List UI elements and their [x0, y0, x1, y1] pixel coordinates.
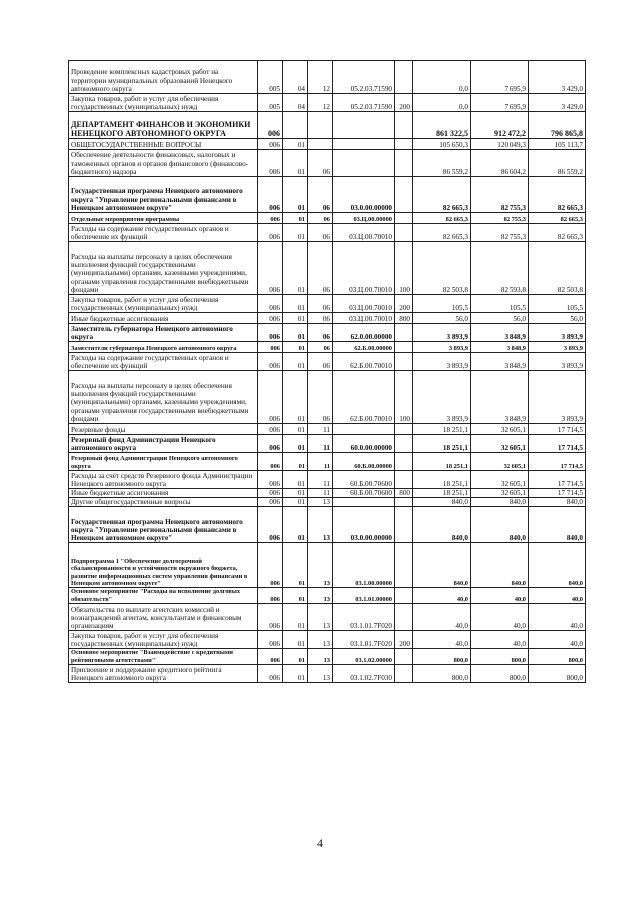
subsection-code: 11 [308, 489, 333, 498]
target-article-code: 03.0.00.00000 [333, 177, 395, 213]
subsection-code: 11 [308, 424, 333, 435]
row-name: Заместитель губернатора Ненецкого автономного округа [69, 324, 258, 342]
amount-year-3: 82 665,3 [529, 177, 586, 213]
expense-type-code [395, 543, 413, 588]
amount-year-2: 7 695,9 [471, 61, 529, 94]
section-code: 01 [283, 498, 308, 507]
amount-year-1: 82 503,8 [413, 242, 471, 295]
amount-year-1: 18 251,1 [413, 471, 471, 489]
subsection-code: 13 [308, 604, 333, 631]
amount-year-2: 56,0 [471, 313, 529, 324]
target-article-code [333, 150, 395, 177]
subsection-code [308, 112, 333, 139]
amount-year-1: 82 665,3 [413, 213, 471, 224]
table-row [69, 242, 586, 295]
row-name: Заместители губернатора Ненецкого автономного округа [69, 342, 258, 353]
target-article-code: 60.0.00.00000 [333, 435, 395, 453]
amount-year-3: 800,0 [529, 649, 586, 665]
glava-code: 006 [258, 665, 283, 683]
amount-year-2: 86 604,2 [471, 150, 529, 177]
subsection-code: 11 [308, 471, 333, 489]
expense-type-code [395, 139, 413, 150]
glava-code: 006 [258, 213, 283, 224]
row-name: Государственная программа Ненецкого автономного округа "Управление региональными финансами в Ненецком автономном округе" [69, 507, 258, 543]
subsection-code: 06 [308, 213, 333, 224]
section-code: 04 [283, 61, 308, 94]
subsection-code: 12 [308, 61, 333, 94]
amount-year-3: 3 429,0 [529, 61, 586, 94]
section-code: 01 [283, 424, 308, 435]
glava-code: 005 [258, 94, 283, 112]
amount-year-1: 0,0 [413, 61, 471, 94]
glava-code: 006 [258, 498, 283, 507]
amount-year-3: 17 714,5 [529, 453, 586, 471]
glava-code: 006 [258, 543, 283, 588]
row-name: Обеспечение деятельности финансовых, налоговых и таможенных органов и органов финансового (финансово-бюджетного) надзора [69, 150, 258, 177]
subsection-code: 06 [308, 353, 333, 371]
table-row [69, 324, 586, 342]
table-row [69, 371, 586, 424]
amount-year-3: 840,0 [529, 498, 586, 507]
expense-type-code: 800 [395, 489, 413, 498]
target-article-code: 03.1.02.7F030 [333, 665, 395, 683]
glava-code: 006 [258, 150, 283, 177]
target-article-code: 60.Б.00.00000 [333, 453, 395, 471]
table-row [69, 604, 586, 631]
amount-year-3: 17 714,5 [529, 489, 586, 498]
amount-year-3: 82 503,8 [529, 242, 586, 295]
amount-year-3: 56,0 [529, 313, 586, 324]
subsection-code: 06 [308, 224, 333, 242]
row-name: Расходы на выплаты персоналу в целях обеспечения выполнения функций государственными (муниципальными) органами, казенными учреждениями, органами управления государственными внебюджетными фондами [69, 371, 258, 424]
amount-year-3: 40,0 [529, 604, 586, 631]
target-article-code: 03.1.01.00000 [333, 588, 395, 604]
amount-year-2: 3 848,9 [471, 353, 529, 371]
target-article-code: 03.Ц.00.70010 [333, 295, 395, 313]
amount-year-1: 40,0 [413, 631, 471, 649]
table-row [69, 489, 586, 498]
section-code: 01 [283, 507, 308, 543]
row-name: Присвоение и поддержание кредитного рейтинга Ненецкого автономного округа [69, 665, 258, 683]
table-row [69, 213, 586, 224]
subsection-code: 13 [308, 631, 333, 649]
target-article-code: 62.0.00.00000 [333, 324, 395, 342]
row-name: Проведение комплексных кадастровых работ на территории муниципальных образований Ненецкого автономного округа [69, 61, 258, 94]
subsection-code: 06 [308, 242, 333, 295]
amount-year-2: 7 695,9 [471, 94, 529, 112]
amount-year-2: 840,0 [471, 507, 529, 543]
glava-code: 005 [258, 61, 283, 94]
amount-year-3: 82 665,3 [529, 213, 586, 224]
target-article-code: 03.1.00.00000 [333, 543, 395, 588]
amount-year-3: 3 893,9 [529, 371, 586, 424]
amount-year-2: 40,0 [471, 631, 529, 649]
glava-code: 006 [258, 471, 283, 489]
target-article-code: 05.2.03.71590 [333, 94, 395, 112]
subsection-code: 13 [308, 649, 333, 665]
amount-year-1: 840,0 [413, 543, 471, 588]
target-article-code: 05.2.03.71590 [333, 61, 395, 94]
expense-type-code [395, 353, 413, 371]
expense-type-code [395, 150, 413, 177]
subsection-code [308, 139, 333, 150]
amount-year-3: 17 714,5 [529, 435, 586, 453]
table-row [69, 588, 586, 604]
target-article-code: 60.Б.00.70600 [333, 489, 395, 498]
amount-year-2: 840,0 [471, 498, 529, 507]
target-article-code: 03.Ц.00.70010 [333, 242, 395, 295]
row-name: Расходы за счёт средств Резервного фонда Администрации Ненецкого автономного округа [69, 471, 258, 489]
expense-type-code: 200 [395, 94, 413, 112]
amount-year-2: 105,5 [471, 295, 529, 313]
expense-type-code [395, 324, 413, 342]
table-row [69, 61, 586, 94]
amount-year-2: 32 605,1 [471, 435, 529, 453]
glava-code: 006 [258, 295, 283, 313]
page-number: 4 [317, 836, 323, 850]
glava-code: 006 [258, 342, 283, 353]
table-row [69, 424, 586, 435]
amount-year-2: 32 605,1 [471, 424, 529, 435]
amount-year-1: 3 893,9 [413, 353, 471, 371]
amount-year-2: 32 605,1 [471, 471, 529, 489]
amount-year-1: 800,0 [413, 665, 471, 683]
amount-year-3: 840,0 [529, 507, 586, 543]
table-row [69, 139, 586, 150]
amount-year-2: 3 848,9 [471, 342, 529, 353]
amount-year-1: 86 559,2 [413, 150, 471, 177]
glava-code: 006 [258, 631, 283, 649]
amount-year-1: 82 665,3 [413, 224, 471, 242]
section-code: 01 [283, 489, 308, 498]
subsection-code: 13 [308, 665, 333, 683]
section-code: 01 [283, 150, 308, 177]
section-code: 01 [283, 604, 308, 631]
glava-code: 006 [258, 353, 283, 371]
expense-type-code [395, 224, 413, 242]
amount-year-3: 17 714,5 [529, 471, 586, 489]
subsection-code: 13 [308, 507, 333, 543]
row-name: Расходы на выплаты персоналу в целях обеспечения выполнения функций государственными (муниципальными) органами, казенными учреждениями, органами управления государственными внебюджетными фондами [69, 242, 258, 295]
amount-year-1: 56,0 [413, 313, 471, 324]
budget-table [68, 60, 586, 683]
subsection-code: 11 [308, 453, 333, 471]
table-row [69, 94, 586, 112]
expense-type-code [395, 177, 413, 213]
table-row [69, 224, 586, 242]
amount-year-1: 105 650,3 [413, 139, 471, 150]
amount-year-1: 40,0 [413, 604, 471, 631]
expense-type-code [395, 588, 413, 604]
section-code: 01 [283, 342, 308, 353]
glava-code: 006 [258, 324, 283, 342]
section-code: 01 [283, 313, 308, 324]
target-article-code [333, 139, 395, 150]
glava-code: 006 [258, 177, 283, 213]
amount-year-1: 861 322,5 [413, 112, 471, 139]
subsection-code: 06 [308, 342, 333, 353]
glava-code: 006 [258, 371, 283, 424]
section-code: 01 [283, 665, 308, 683]
section-code: 04 [283, 94, 308, 112]
amount-year-3: 3 893,9 [529, 324, 586, 342]
target-article-code: 03.Ц.00.70010 [333, 313, 395, 324]
amount-year-2: 120 049,3 [471, 139, 529, 150]
section-code: 01 [283, 224, 308, 242]
row-name: Иные бюджетные ассигнования [69, 313, 258, 324]
amount-year-1: 82 665,3 [413, 177, 471, 213]
section-code: 01 [283, 371, 308, 424]
target-article-code: 03.1.01.7F020 [333, 604, 395, 631]
row-name: Другие общегосударственные вопросы [69, 498, 258, 507]
glava-code: 006 [258, 424, 283, 435]
table-row [69, 453, 586, 471]
section-code: 01 [283, 631, 308, 649]
section-code: 01 [283, 242, 308, 295]
table-row [69, 498, 586, 507]
table-row [69, 112, 586, 139]
expense-type-code [395, 424, 413, 435]
row-name: Расходы на содержание государственных органов и обеспечение их функций [69, 224, 258, 242]
subsection-code: 13 [308, 498, 333, 507]
amount-year-3: 840,0 [529, 543, 586, 588]
glava-code: 006 [258, 588, 283, 604]
section-code: 01 [283, 295, 308, 313]
expense-type-code [395, 471, 413, 489]
target-article-code: 03.Ц.00.00000 [333, 213, 395, 224]
section-code: 01 [283, 435, 308, 453]
section-code: 01 [283, 543, 308, 588]
table-row [69, 353, 586, 371]
glava-code: 006 [258, 435, 283, 453]
table-row [69, 313, 586, 324]
expense-type-code: 200 [395, 631, 413, 649]
glava-code: 006 [258, 489, 283, 498]
amount-year-1: 3 893,9 [413, 342, 471, 353]
glava-code: 006 [258, 453, 283, 471]
glava-code: 006 [258, 649, 283, 665]
row-name: Расходы на содержание государственных органов и обеспечение их функций [69, 353, 258, 371]
subsection-code: 06 [308, 295, 333, 313]
amount-year-2: 3 848,9 [471, 324, 529, 342]
amount-year-1: 840,0 [413, 498, 471, 507]
section-code: 01 [283, 453, 308, 471]
row-name: Резервный фонд Администрации Ненецкого автономного округа [69, 435, 258, 453]
amount-year-3: 105 113,7 [529, 139, 586, 150]
row-name: Резервные фонды [69, 424, 258, 435]
target-article-code: 03.1.01.7F020 [333, 631, 395, 649]
row-name: Государственная программа Ненецкого автономного округа "Управление региональными финансами в Ненецком автономном округе" [69, 177, 258, 213]
table-row [69, 665, 586, 683]
table-row [69, 295, 586, 313]
amount-year-1: 105,5 [413, 295, 471, 313]
amount-year-2: 82 755,3 [471, 224, 529, 242]
target-article-code: 03.Ц.00.70010 [333, 224, 395, 242]
amount-year-2: 800,0 [471, 649, 529, 665]
section-code: 01 [283, 139, 308, 150]
glava-code: 006 [258, 604, 283, 631]
subsection-code: 06 [308, 324, 333, 342]
section-code [283, 112, 308, 139]
glava-code: 006 [258, 313, 283, 324]
section-code: 01 [283, 324, 308, 342]
target-article-code: 62.Б.00.70010 [333, 371, 395, 424]
amount-year-1: 3 893,9 [413, 371, 471, 424]
table-row [69, 507, 586, 543]
amount-year-3: 3 893,9 [529, 353, 586, 371]
amount-year-2: 800,0 [471, 665, 529, 683]
amount-year-3: 82 665,3 [529, 224, 586, 242]
subsection-code: 11 [308, 435, 333, 453]
table-row [69, 649, 586, 665]
target-article-code: 62.Б.00.00000 [333, 342, 395, 353]
table-row [69, 342, 586, 353]
expense-type-code [395, 61, 413, 94]
amount-year-2: 82 755,3 [471, 177, 529, 213]
target-article-code [333, 112, 395, 139]
expense-type-code [395, 453, 413, 471]
target-article-code: 03.1.02.00000 [333, 649, 395, 665]
amount-year-3: 3 429,0 [529, 94, 586, 112]
amount-year-3: 796 865,8 [529, 112, 586, 139]
section-code: 01 [283, 213, 308, 224]
target-article-code [333, 424, 395, 435]
amount-year-3: 105,5 [529, 295, 586, 313]
amount-year-1: 840,0 [413, 507, 471, 543]
amount-year-2: 40,0 [471, 604, 529, 631]
amount-year-2: 840,0 [471, 543, 529, 588]
row-name: Основное мероприятие "Взаимодействие с кредитными рейтинговыми агентствами" [69, 649, 258, 665]
row-name: Закупка товаров, работ и услуг для обеспечения государственных (муниципальных) нужд [69, 631, 258, 649]
expense-type-code [395, 604, 413, 631]
table-row [69, 177, 586, 213]
row-name: Обязательства по выплате агентских комиссий и вознаграждений агентам, консультантам и финансовым организациям [69, 604, 258, 631]
target-article-code: 03.0.00.00000 [333, 507, 395, 543]
subsection-code: 13 [308, 543, 333, 588]
amount-year-3: 40,0 [529, 631, 586, 649]
expense-type-code [395, 498, 413, 507]
amount-year-3: 17 714,5 [529, 424, 586, 435]
amount-year-2: 32 605,1 [471, 453, 529, 471]
expense-type-code: 200 [395, 295, 413, 313]
expense-type-code [395, 435, 413, 453]
amount-year-1: 18 251,1 [413, 489, 471, 498]
target-article-code: 60.Б.00.70600 [333, 471, 395, 489]
amount-year-1: 18 251,1 [413, 435, 471, 453]
amount-year-1: 40,0 [413, 588, 471, 604]
section-code: 01 [283, 588, 308, 604]
table-row [69, 150, 586, 177]
amount-year-3: 800,0 [529, 665, 586, 683]
target-article-code [333, 498, 395, 507]
section-code: 01 [283, 353, 308, 371]
row-name: ДЕПАРТАМЕНТ ФИНАНСОВ И ЭКОНОМИКИ НЕНЕЦКОГО АВТОНОМНОГО ОКРУГА [69, 112, 258, 139]
glava-code: 006 [258, 139, 283, 150]
amount-year-2: 40,0 [471, 588, 529, 604]
glava-code: 006 [258, 112, 283, 139]
row-name: ОБЩЕГОСУДАРСТВЕННЫЕ ВОПРОСЫ [69, 139, 258, 150]
expense-type-code: 800 [395, 313, 413, 324]
amount-year-3: 3 893,9 [529, 342, 586, 353]
target-article-code: 62.Б.00.70010 [333, 353, 395, 371]
amount-year-1: 800,0 [413, 649, 471, 665]
subsection-code: 06 [308, 177, 333, 213]
amount-year-3: 40,0 [529, 588, 586, 604]
amount-year-2: 912 472,2 [471, 112, 529, 139]
section-code: 01 [283, 177, 308, 213]
expense-type-code: 100 [395, 371, 413, 424]
glava-code: 006 [258, 224, 283, 242]
subsection-code: 13 [308, 588, 333, 604]
amount-year-1: 3 893,9 [413, 324, 471, 342]
section-code: 01 [283, 471, 308, 489]
table-row [69, 435, 586, 453]
subsection-code: 06 [308, 150, 333, 177]
amount-year-1: 18 251,1 [413, 453, 471, 471]
table-row [69, 543, 586, 588]
row-name: Иные бюджетные ассигнования [69, 489, 258, 498]
expense-type-code: 100 [395, 242, 413, 295]
expense-type-code [395, 342, 413, 353]
subsection-code: 06 [308, 313, 333, 324]
amount-year-2: 32 605,1 [471, 489, 529, 498]
amount-year-1: 0,0 [413, 94, 471, 112]
expense-type-code [395, 112, 413, 139]
row-name: Подпрограмма 1 "Обеспечение долгосрочной сбалансированности и устойчивости окружного бюджета, развитие информационных систем управления финансами в Ненецком автономном округе" [69, 543, 258, 588]
row-name: Закупка товаров, работ и услуг для обеспечения государственных (муниципальных) нужд [69, 94, 258, 112]
amount-year-3: 86 559,2 [529, 150, 586, 177]
row-name: Закупка товаров, работ и услуг для обеспечения государственных (муниципальных) нужд [69, 295, 258, 313]
row-name: Отдельные мероприятия программы [69, 213, 258, 224]
amount-year-2: 82 755,3 [471, 213, 529, 224]
expense-type-code [395, 213, 413, 224]
expense-type-code [395, 649, 413, 665]
amount-year-1: 18 251,1 [413, 424, 471, 435]
section-code: 01 [283, 649, 308, 665]
row-name: Основное мероприятие "Расходы на исполнение долговых обязательств" [69, 588, 258, 604]
expense-type-code [395, 665, 413, 683]
amount-year-2: 82 593,8 [471, 242, 529, 295]
amount-year-2: 3 848,9 [471, 371, 529, 424]
table-row [69, 471, 586, 489]
subsection-code: 06 [308, 371, 333, 424]
expense-type-code [395, 507, 413, 543]
glava-code: 006 [258, 242, 283, 295]
table-row [69, 631, 586, 649]
glava-code: 006 [258, 507, 283, 543]
subsection-code: 12 [308, 94, 333, 112]
row-name: Резервный фонд Администрации Ненецкого автономного округа [69, 453, 258, 471]
